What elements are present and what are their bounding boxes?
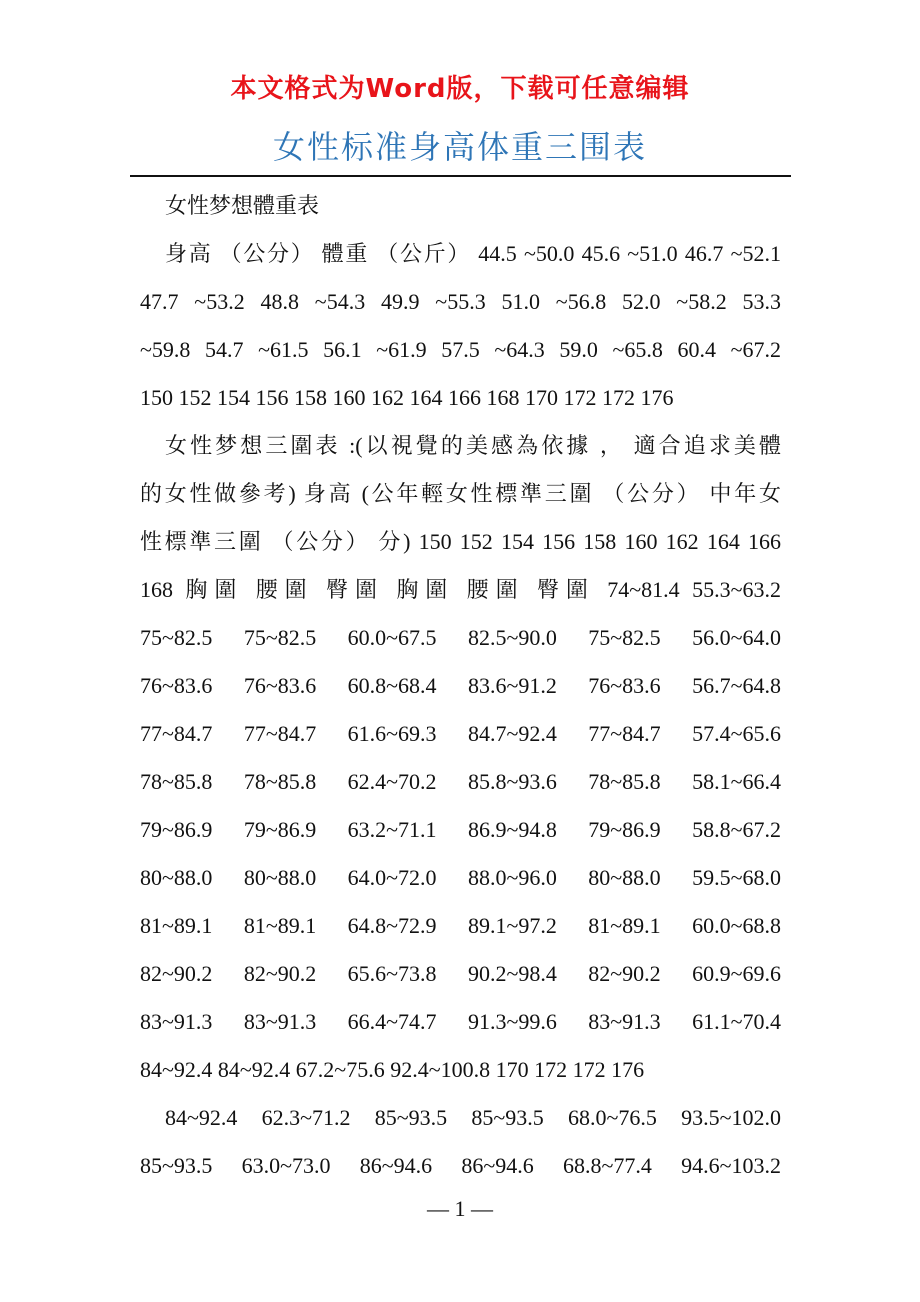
text-line: 80~88.0 80~88.0 64.0~72.0 88.0~96.0 80~88.0 59.5~68.0 <box>140 865 781 890</box>
text-line: 47.7 ~53.2 48.8 ~54.3 49.9 ~55.3 51.0 ~56.8 52.0 ~58.2 53.3 <box>140 289 781 314</box>
text-line: 82~90.2 82~90.2 65.6~73.8 90.2~98.4 82~90.2 60.9~69.6 <box>140 961 781 986</box>
text-line: 75~82.5 75~82.5 60.0~67.5 82.5~90.0 75~82.5 56.0~64.0 <box>140 625 781 650</box>
document-title: 女性标准身高体重三围表 <box>272 128 647 166</box>
page-number: — 1 — <box>427 1196 493 1221</box>
title-divider <box>130 175 791 177</box>
text-line: 84~92.4 62.3~71.2 85~93.5 85~93.5 68.0~76.5 93.5~102.0 <box>165 1105 781 1130</box>
text-line: 女性梦想三圍表 :(以視覺的美感為依據 ， 適合追求美體 <box>165 433 781 458</box>
text-line: 81~89.1 81~89.1 64.8~72.9 89.1~97.2 81~89.1 60.0~68.8 <box>140 913 781 938</box>
text-line: 77~84.7 77~84.7 61.6~69.3 84.7~92.4 77~84.7 57.4~65.6 <box>140 721 781 746</box>
text-line: 女性梦想體重表 <box>165 193 320 218</box>
text-line: 身高 （公分） 體重 （公斤） 44.5 ~50.0 45.6 ~51.0 46.7 ~52.1 <box>165 241 781 266</box>
text-line: ~59.8 54.7 ~61.5 56.1 ~61.9 57.5 ~64.3 59.0 ~65.8 60.4 ~67.2 <box>140 337 781 362</box>
download-banner: 本文格式为Word版，下载可任意编辑 <box>230 74 690 104</box>
document-body <box>140 186 781 1194</box>
text-line: 168 胸圍 腰圍 臀圍 胸圍 腰圍 臀圍 74~81.4 55.3~63.2 <box>140 577 781 602</box>
text-line: 的女性做參考) 身高 (公年輕女性標準三圍 （公分） 中年女 <box>140 481 781 506</box>
text-line: 性標準三圍 （公分） 分) 150 152 154 156 158 160 162 164 166 <box>140 529 781 554</box>
text-line: 79~86.9 79~86.9 63.2~71.1 86.9~94.8 79~86.9 58.8~67.2 <box>140 817 781 842</box>
text-line: 78~85.8 78~85.8 62.4~70.2 85.8~93.6 78~85.8 58.1~66.4 <box>140 769 781 794</box>
text-line: 76~83.6 76~83.6 60.8~68.4 83.6~91.2 76~83.6 56.7~64.8 <box>140 673 781 698</box>
text-line: 150 152 154 156 158 160 162 164 166 168 170 172 172 176 <box>140 385 674 410</box>
text-line: 85~93.5 63.0~73.0 86~94.6 86~94.6 68.8~77.4 94.6~103.2 <box>140 1153 781 1178</box>
text-line: 84~92.4 84~92.4 67.2~75.6 92.4~100.8 170 172 172 176 <box>140 1057 645 1082</box>
text-line: 83~91.3 83~91.3 66.4~74.7 91.3~99.6 83~91.3 61.1~70.4 <box>140 1009 781 1034</box>
